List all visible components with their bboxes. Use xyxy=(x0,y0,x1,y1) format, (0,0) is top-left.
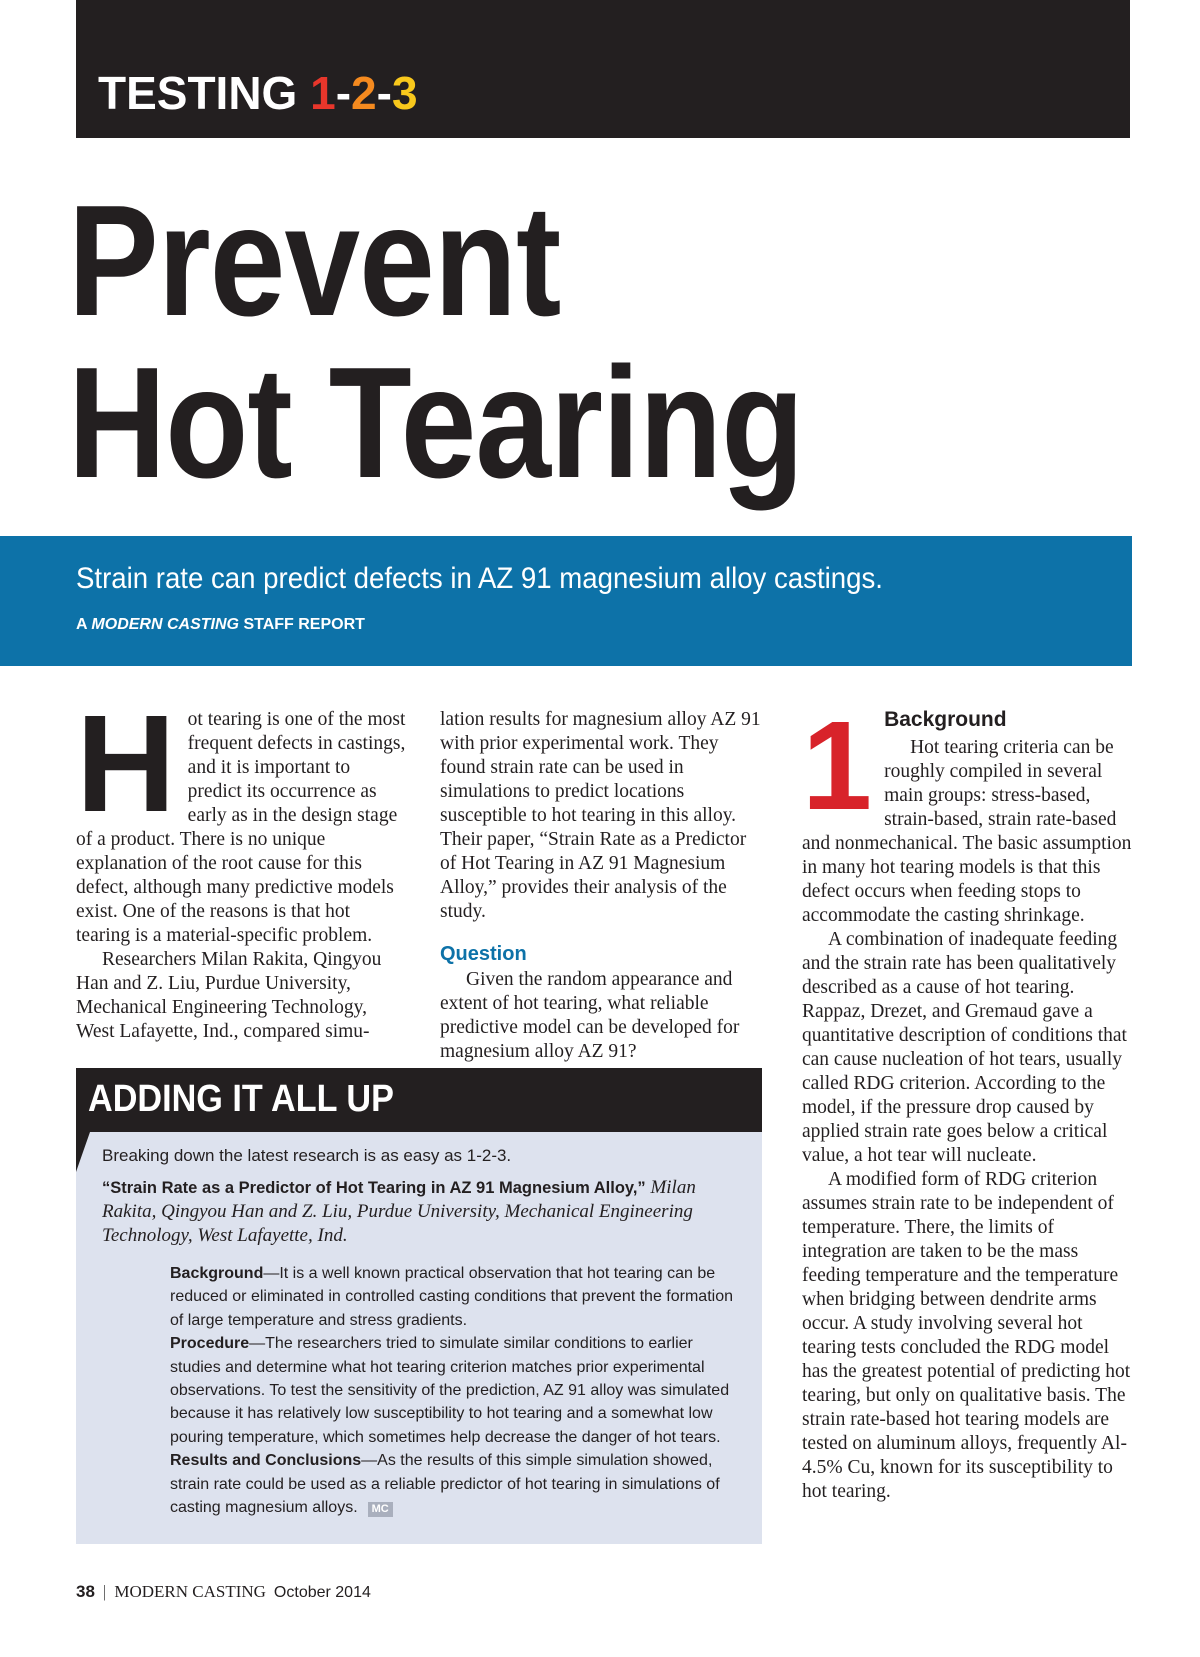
section-label xyxy=(98,67,418,119)
results-text: —As the results of this simple simulation showed, strain rate could be used as a reliable predictor of hot tearing in simulations of casting magnesium alloys. xyxy=(170,1452,720,1517)
sidebar-procedure xyxy=(170,1332,742,1449)
sidebar-background xyxy=(170,1262,742,1332)
column-2 xyxy=(440,708,762,1064)
col3-paragraph-1: Hot tearing criteria can be roughly compiled in several main groups: stress-based, strain-based, strain rate-based and nonmechanical. The basic assumption in many hot tearing models is that this defect occurs when feeding stops to accommodate the casting shrinkage. xyxy=(802,737,1132,926)
sidebar-citation xyxy=(102,1176,742,1248)
footer-date: October 2014 xyxy=(273,1584,371,1601)
page-footer xyxy=(76,1582,371,1602)
question-text: Given the random appearance and extent of hot tearing, what reliable predictive model can be developed for magnesium alloy AZ 91? xyxy=(440,969,740,1062)
sidebar-header xyxy=(76,1068,762,1132)
results-label: Results and Conclusions xyxy=(170,1452,362,1470)
headline-line-1: Prevent xyxy=(68,173,561,349)
background-label: Background xyxy=(170,1265,264,1282)
byline-prefix: A xyxy=(76,616,87,633)
headline-line-2: Hot Tearing xyxy=(68,335,804,511)
section-number-3: 3 xyxy=(391,67,418,119)
col2-paragraph-1: lation results for magnesium alloy AZ 91 with prior experimental work. They found strain rate can be used in simulations to predict locations susceptible to hot tearing in this alloy. Their paper, “Strain Rate as a Predictor of Hot Tearing in AZ 91 Magnesium Alloy,” provides their analysis of the study. xyxy=(440,709,761,922)
col1-paragraph-2: Researchers Milan Rakita, Qingyou Han and Z. Liu, Purdue University, Mechanical Engineering Technology, West Lafayette, Ind., compared simu- xyxy=(76,949,382,1042)
col3-paragraph-2: A combination of inadequate feeding and the strain rate has been qualitatively described as a cause of hot tearing. Rappaz, Drezet, and Gremaud gave a quantitative description of conditions that can cause nucleation of hot tears, usually called RDG criterion. According to the model, if the pressure drop caused by applied strain rate goes below a critical value, a hot tear will nucleate. xyxy=(802,929,1127,1166)
section-number-1: 1 xyxy=(310,67,336,119)
col3-paragraph-3: A modified form of RDG criterion assumes strain rate to be independent of temperature. There, the limits of integration are taken to be the mass feeding temperature and the temperature when bridging between dendrite arms occur. A study involving several hot tearing tests concluded the RDG model has the greatest potential of predicting hot tearing, but only on qualitative basis. The strain rate-based hot tearing models are tested on aluminum alloys, frequently Al-4.5% Cu, known for its susceptibility to hot tearing. xyxy=(802,1169,1131,1502)
col1-paragraph-1: ot tearing is one of the most frequent defects in castings, and it is important to predict its occurrence as early as in the design stage of a product. There is no unique explanation of the root cause for this defect, although many predictive models exist. One of the reasons is that hot tearing is a material-specific problem. xyxy=(76,709,406,946)
section-word: TESTING xyxy=(98,67,298,119)
sidebar-title: ADDING IT ALL UP xyxy=(88,1078,394,1120)
section-number-2: 2 xyxy=(351,67,377,119)
section-header-bar xyxy=(76,0,1130,138)
page-number: 38 xyxy=(76,1582,95,1601)
citation-title: “Strain Rate as a Predictor of Hot Tearing in AZ 91 Magnesium Alloy,” xyxy=(102,1179,646,1197)
sidebar-intro: Breaking down the latest research is as easy as 1-2-3. xyxy=(102,1146,512,1165)
step-number: 1 xyxy=(802,695,873,836)
deck-band xyxy=(0,536,1132,666)
citation-authors: Milan Rakita, Qingyou Han and Z. Liu, Purdue University, Mechanical Engineering Technology, West Lafayette, Ind. xyxy=(102,1177,696,1246)
footer-publication: MODERN CASTING xyxy=(114,1582,266,1601)
sidebar-box xyxy=(76,1068,762,1544)
section-dash-2: - xyxy=(376,67,392,119)
sidebar-body xyxy=(170,1262,742,1519)
procedure-label: Procedure xyxy=(170,1335,250,1353)
procedure-text: —The researchers tried to simulate similar conditions to earlier studies and determine what hot tearing criterion matches prior experimental observations. To test the sensitivity of the prediction, AZ 91 alloy was simulated because it has relatively low susceptibility to hot tearing and a somewhat low pouring temperature, which sometimes help decrease the danger of hot tears. xyxy=(170,1335,730,1446)
deck-subtitle: Strain rate can predict defects in AZ 91 magnesium alloy castings. xyxy=(76,562,883,595)
byline xyxy=(76,616,365,634)
section-dash-1: - xyxy=(335,67,352,119)
mc-end-badge: MC xyxy=(368,1502,393,1517)
background-text: —It is a well known practical observation that hot tearing can be reduced or eliminated in controlled casting conditions that prevent the formation of large temperature and stress gradients. xyxy=(170,1265,733,1329)
background-heading: Background xyxy=(884,708,1007,731)
question-heading: Question xyxy=(440,943,527,965)
footer-separator: | xyxy=(102,1582,107,1601)
sidebar-results xyxy=(170,1449,742,1519)
byline-publication: MODERN CASTING xyxy=(91,616,239,633)
headline xyxy=(68,173,804,511)
column-3 xyxy=(802,695,1132,1504)
drop-cap: H xyxy=(76,687,176,841)
column-1 xyxy=(76,687,406,1044)
byline-suffix: STAFF REPORT xyxy=(243,616,365,633)
